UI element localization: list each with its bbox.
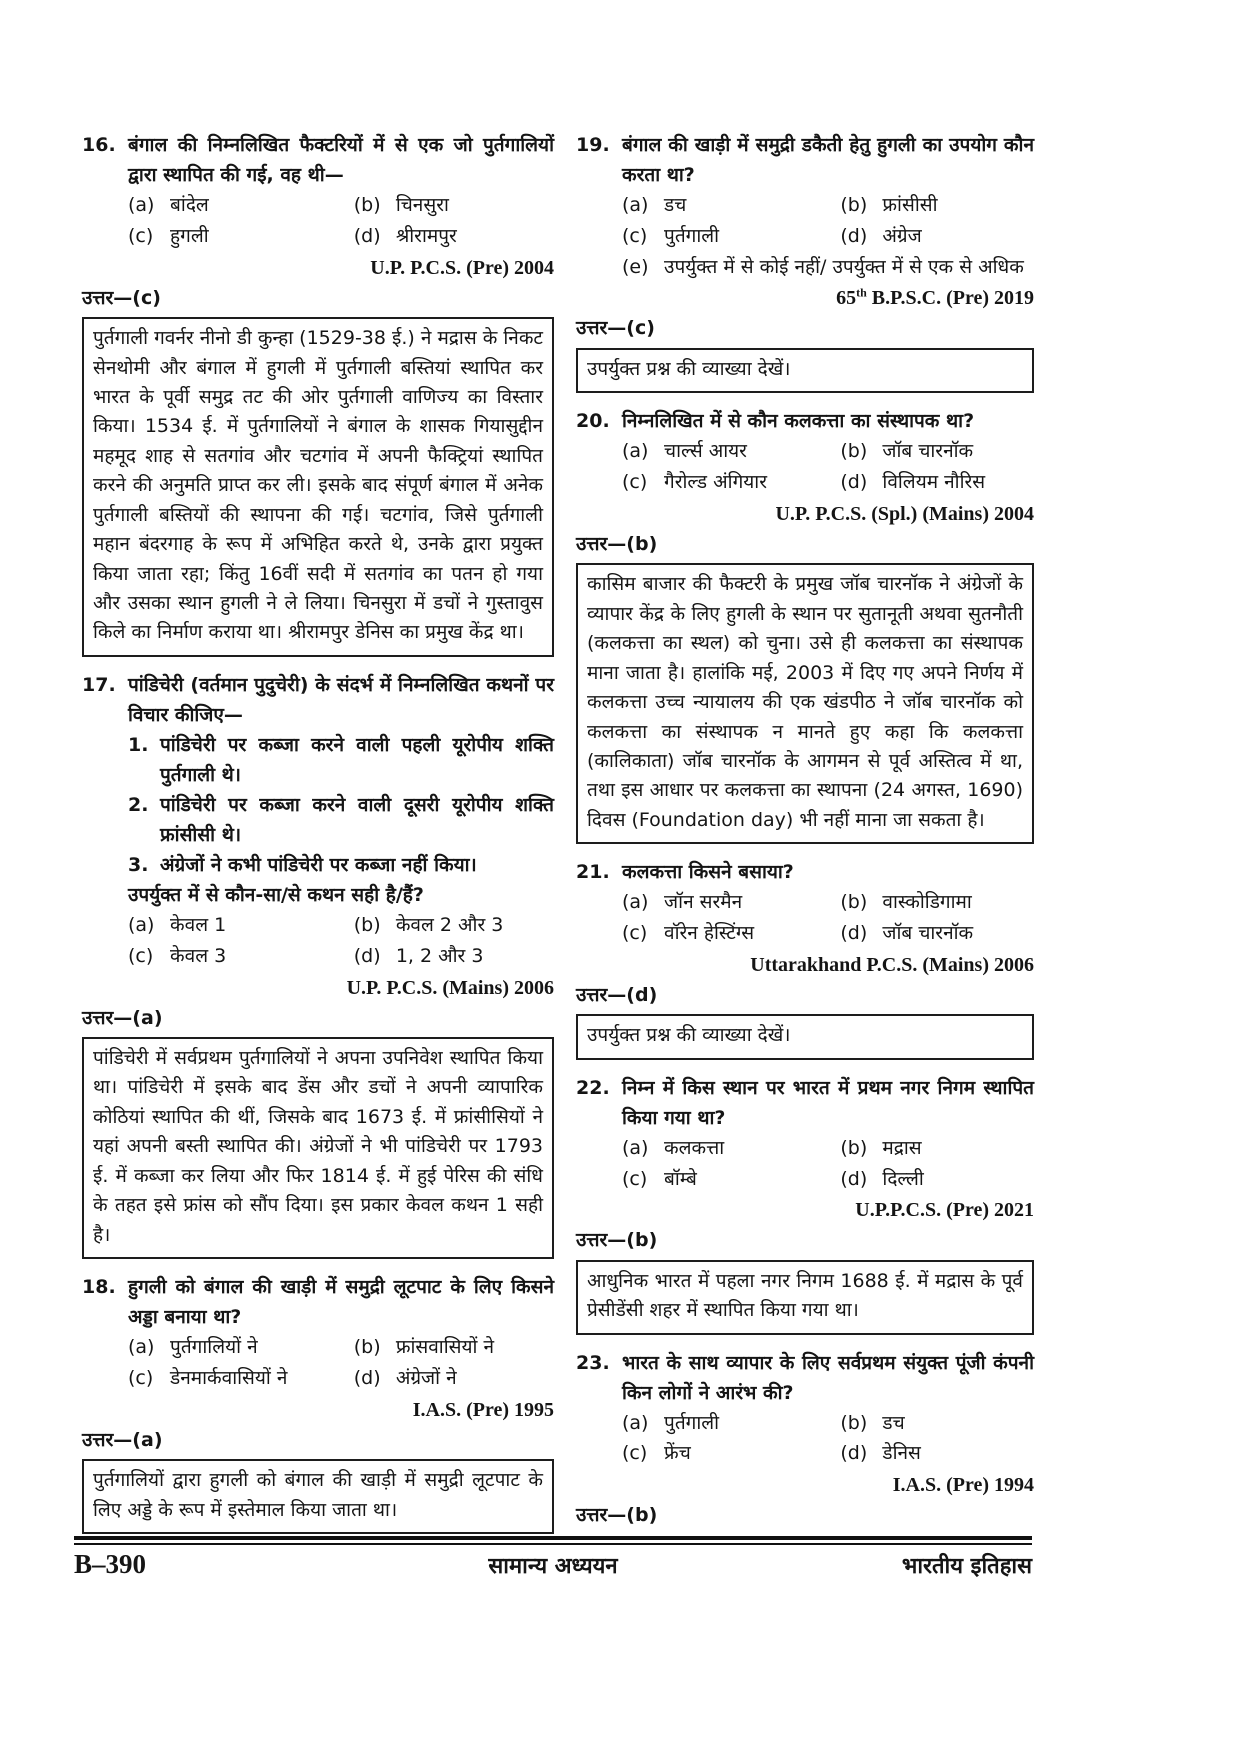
options-grid	[128, 190, 554, 252]
question-19	[576, 130, 1034, 399]
footer-section-title: भारतीय इतिहास	[901, 1554, 1032, 1579]
statement-list	[128, 730, 554, 880]
option-label: (d)	[353, 1366, 381, 1389]
option-d	[354, 221, 554, 252]
option-label: (c)	[128, 944, 154, 967]
option-text: जॉन सरमैन	[664, 891, 743, 914]
statement-text: पांडिचेरी पर कब्जा करने वाली दूसरी यूरोपीय शक्ति फ्रांसीसी थे।	[160, 793, 554, 846]
statement-text: अंग्रेजों ने कभी पांडिचेरी पर कब्जा नहीं किया।	[160, 853, 477, 876]
option-text: फ्रेंच	[664, 1442, 691, 1465]
option-text: केवल 1	[170, 914, 227, 936]
options-grid	[622, 1408, 1034, 1470]
answer-label: उत्तर—(c)	[82, 286, 161, 309]
option-text: श्रीरामपुर	[395, 224, 457, 247]
option-text: डेनमार्कवासियों ने	[170, 1366, 288, 1389]
option-text: फ्रांसीसी	[882, 194, 938, 217]
option-text: फ्रांसवासियों ने	[395, 1336, 495, 1359]
option-a	[128, 1332, 354, 1363]
option-text: डच	[882, 1411, 905, 1434]
option-text: वॉरेन हेस्टिंग्स	[664, 922, 755, 945]
statement	[128, 730, 554, 790]
option-label: (a)	[128, 1336, 155, 1359]
option-text: पुर्तगालियों ने	[170, 1336, 258, 1359]
option-label: (b)	[840, 1136, 868, 1159]
option-text: बॉम्बे	[664, 1167, 697, 1190]
question-number: 23.	[576, 1351, 610, 1374]
option-b	[840, 1133, 1034, 1164]
explanation-box: पांडिचेरी में सर्वप्रथम पुर्तगालियों ने अपना उपनिवेश स्थापित किया था। पांडिचेरी में इसके बाद डेंस और डचों ने अपनी व्यापारिक कोठियां स्थापित की थीं, जिसके बाद 1673 ई. में फ्रांसीसियों ने यहां अपनी बस्ती स्थापित की। अंग्रेजों ने भी पांडिचेरी पर 1793 ई. में कब्जा कर लिया और फिर 1814 ई. में हुई पेरिस की संधि के तहत इसे फ्रांस को सौंप दिया। इस प्रकार केवल कथन 1 सही है।	[82, 1037, 554, 1259]
option-label: (b)	[840, 1411, 868, 1434]
option-c	[128, 1363, 354, 1394]
option-label: (d)	[840, 922, 868, 945]
option-label: (a)	[622, 440, 649, 463]
question-number: 17.	[82, 673, 116, 696]
option-b	[840, 436, 1034, 467]
question-18	[82, 1272, 554, 1540]
option-text: बांदेल	[170, 194, 209, 217]
option-d	[840, 1438, 1034, 1469]
right-column	[576, 130, 1034, 1547]
option-text: चिनसुरा	[395, 194, 449, 217]
option-text: केवल 2 और 3	[395, 914, 504, 936]
explanation-box: आधुनिक भारत में पहला नगर निगम 1688 ई. में मद्रास के पूर्व प्रेसीडेंसी शहर में स्थापित किया गया था।	[576, 1260, 1034, 1335]
statement-text: पांडिचेरी पर कब्जा करने वाली पहली यूरोपीय शक्ति पुर्तगाली थे।	[160, 733, 554, 786]
exam-source: U.P. P.C.S. (Spl.) (Mains) 2004	[775, 502, 1034, 525]
option-a	[622, 190, 840, 221]
option-text: उपर्युक्त में से कोई नहीं/ उपर्युक्त में से एक से अधिक	[664, 255, 1024, 278]
option-text: जॉब चारनॉक	[882, 440, 974, 463]
option-b	[840, 887, 1034, 918]
question-number: 19.	[576, 134, 610, 156]
option-d	[840, 221, 1034, 252]
option-e	[622, 252, 1034, 283]
option-text: अंग्रेजों ने	[395, 1366, 457, 1389]
statement-number: 3.	[128, 853, 149, 876]
explanation-box: उपर्युक्त प्रश्न की व्याख्या देखें।	[576, 1014, 1034, 1059]
option-text: जॉब चारनॉक	[882, 922, 974, 945]
question-20	[576, 406, 1034, 850]
explanation-box: उपर्युक्त प्रश्न की व्याख्या देखें।	[576, 348, 1034, 393]
exam-source: 65th B.P.S.C. (Pre) 2019	[836, 285, 1034, 310]
option-label: (c)	[622, 471, 648, 494]
question-22	[576, 1073, 1034, 1341]
option-label: (a)	[128, 194, 155, 217]
option-c	[128, 941, 354, 972]
statement	[128, 790, 554, 850]
option-label: (d)	[353, 224, 381, 247]
statement-number: 1.	[128, 733, 149, 756]
option-text: वास्कोडिगामा	[882, 891, 972, 914]
question-text: निम्नलिखित में से कौन कलकत्ता का संस्थापक था?	[622, 410, 975, 433]
question-text: बंगाल की निम्नलिखित फैक्टरियों में से एक जो पुर्तगालियों द्वारा स्थापित की गई, वह थी—	[128, 134, 554, 187]
statement-number: 2.	[128, 793, 149, 816]
option-a	[128, 910, 354, 941]
statement	[128, 850, 554, 880]
exam-source: Uttarakhand P.C.S. (Mains) 2006	[750, 953, 1034, 976]
question-head	[576, 130, 1034, 190]
option-text: डेनिस	[882, 1442, 921, 1465]
question-23	[576, 1348, 1034, 1535]
option-c	[622, 1438, 840, 1469]
options-grid	[128, 1332, 554, 1394]
option-label: (d)	[840, 224, 868, 247]
question-number: 21.	[576, 861, 610, 884]
question-head	[576, 1073, 1034, 1133]
option-a	[622, 887, 840, 918]
explanation-box: पुर्तगालियों द्वारा हुगली को बंगाल की खाड़ी में समुद्री लूटपाट के लिए अड्डे के रूप में इस्तेमाल किया जाता था।	[82, 1459, 554, 1534]
answer-label: उत्तर—(b)	[576, 1504, 658, 1527]
exam-source: U.P. P.C.S. (Mains) 2006	[346, 976, 554, 999]
option-b	[840, 190, 1034, 221]
answer-label: उत्तर—(a)	[82, 1006, 163, 1029]
question-head	[82, 1272, 554, 1332]
ordinal-suffix: th	[856, 285, 867, 300]
option-label: (c)	[622, 1442, 648, 1465]
option-label: (d)	[353, 944, 381, 967]
option-text: चार्ल्स आयर	[664, 440, 747, 463]
option-text: केवल 3	[170, 944, 227, 967]
option-b	[354, 190, 554, 221]
option-label: (d)	[840, 1442, 868, 1465]
question-17	[82, 670, 554, 1265]
option-label: (b)	[353, 1336, 381, 1359]
question-number: 20.	[576, 410, 610, 433]
option-label: (b)	[840, 194, 868, 217]
question-head	[82, 130, 554, 190]
footer-double-rule	[74, 1536, 1032, 1545]
answer-label: उत्तर—(b)	[576, 1229, 658, 1252]
option-label: (c)	[128, 1366, 154, 1389]
explanation-box: कासिम बाजार की फैक्टरी के प्रमुख जॉब चारनॉक ने अंग्रेजों के व्यापार केंद्र के लिए हुगली के स्थान पर सुतानूती अथवा सुतनौती (कलकत्ता का स्थल) को चुना। उसे ही कलकत्ता का संस्थापक माना जाता है। हालांकि मई, 2003 में दिए गए अपने निर्णय में कलकत्ता उच्च न्यायालय की एक खंडपीठ ने जॉब चारनॉक को कलकत्ता का संस्थापक न मानते हुए कहा कि कलकत्ता (कालिकाता) जॉब चारनॉक के आगमन से पूर्व अस्तित्व में था, तथा इस आधार पर कलकत्ता का स्थापना (24 अगस्त, 1690) दिवस (Foundation day) भी नहीं माना जा सकता है।	[576, 563, 1034, 844]
options-grid	[128, 910, 554, 972]
question-head	[576, 857, 1034, 887]
question-number: 22.	[576, 1076, 610, 1099]
options-grid	[622, 190, 1034, 282]
option-label: (c)	[622, 224, 648, 247]
option-text: कलकत्ता	[664, 1136, 725, 1159]
question-text: भारत के साथ व्यापार के लिए सर्वप्रथम संयुक्त पूंजी कंपनी किन लोगों ने आरंभ की?	[622, 1351, 1034, 1404]
question-text: बंगाल की खाड़ी में समुद्री डकैती हेतु हुगली का उपयोग कौन करता था?	[622, 134, 1034, 187]
page-content	[82, 130, 1034, 1547]
answer-label: उत्तर—(d)	[576, 983, 658, 1006]
exam-source: U.P.P.C.S. (Pre) 2021	[855, 1199, 1034, 1222]
footer-page-number: B–390	[74, 1549, 147, 1579]
option-label: (a)	[622, 1136, 649, 1159]
answer-label: उत्तर—(c)	[576, 317, 655, 340]
question-text: कलकत्ता किसने बसाया?	[622, 861, 794, 884]
exam-source: U.P. P.C.S. (Pre) 2004	[370, 256, 554, 279]
left-column	[82, 130, 554, 1547]
option-text: विलियम नौरिस	[882, 471, 986, 494]
footer-subject-title: सामान्य अध्ययन	[488, 1554, 618, 1579]
question-number: 18.	[82, 1276, 116, 1299]
answer-label: उत्तर—(a)	[82, 1428, 163, 1451]
option-d	[840, 918, 1034, 949]
options-grid	[622, 887, 1034, 949]
option-d	[840, 467, 1034, 498]
option-label: (b)	[353, 194, 381, 217]
option-b	[354, 910, 554, 941]
exam-source: I.A.S. (Pre) 1994	[892, 1474, 1034, 1497]
option-a	[622, 436, 840, 467]
page-footer	[74, 1549, 1032, 1580]
option-text: पुर्तगाली	[664, 1411, 720, 1434]
option-label: (a)	[622, 891, 649, 914]
option-a	[622, 1408, 840, 1439]
option-label: (d)	[840, 1167, 868, 1190]
option-d	[354, 941, 554, 972]
option-c	[128, 221, 354, 252]
question-tail: उपर्युक्त में से कौन-सा/से कथन सही है/हैं?	[128, 883, 424, 906]
option-label: (c)	[128, 224, 154, 247]
option-text: गैरोल्ड अंगियार	[664, 471, 767, 494]
explanation-box: पुर्तगाली गवर्नर नीनो डी कुन्हा (1529-38 ई.) ने मद्रास के निकट सेनथोमी और बंगाल में हुगली में पुर्तगाली बस्तियां स्थापित कर भारत के पूर्वी समुद्र तट की ओर पुर्तगाली वाणिज्य का विस्तार किया। 1534 ई. में पुर्तगालियों ने बंगाल के शासक गियासुद्दीन महमूद शाह से सतगांव और चटगांव में अपनी फैक्ट्रियां स्थापित करने की अनुमति प्राप्त कर ली। इसके बाद संपूर्ण बंगाल में अनेक पुर्तगाली बस्तियों की स्थापना की गई। चटगांव, जिसे पुर्तगाली महान बंदरगाह के रूप में अभिहित करते थे, उनके द्वारा प्रयुक्त किया जाता रहा; किंतु 16वीं सदी में सतगांव का पतन हो गया और उसका स्थान हुगली ने ले लिया। चिनसुरा में डचों ने गुस्तावुस किले का निर्माण कराया था। श्रीरामपुर डेनिस का प्रमुख केंद्र था।	[82, 317, 554, 657]
question-text: निम्न में किस स्थान पर भारत में प्रथम नगर निगम स्थापित किया गया था?	[622, 1076, 1034, 1129]
option-text: डच	[664, 194, 687, 217]
option-label: (d)	[840, 471, 868, 494]
question-head	[576, 1348, 1034, 1408]
option-c	[622, 918, 840, 949]
option-label: (c)	[622, 1167, 648, 1190]
answer-label: उत्तर—(b)	[576, 532, 658, 555]
question-text: पांडिचेरी (वर्तमान पुदुचेरी) के संदर्भ में निम्नलिखित कथनों पर विचार कीजिए—	[128, 673, 554, 726]
option-c	[622, 1164, 840, 1195]
question-21	[576, 857, 1034, 1065]
option-label: (e)	[622, 255, 649, 278]
option-c	[622, 467, 840, 498]
option-label: (c)	[622, 922, 648, 945]
option-text: दिल्ली	[882, 1167, 924, 1190]
options-grid	[622, 436, 1034, 498]
option-text: अंग्रेज	[882, 224, 922, 247]
option-label: (b)	[353, 914, 381, 936]
option-text: मद्रास	[882, 1136, 922, 1159]
option-label: (a)	[622, 1411, 649, 1434]
question-text: हुगली को बंगाल की खाड़ी में समुद्री लूटपाट के लिए किसने अड्डा बनाया था?	[128, 1276, 554, 1329]
option-d	[840, 1164, 1034, 1195]
options-grid	[622, 1133, 1034, 1195]
option-c	[622, 221, 840, 252]
option-d	[354, 1363, 554, 1394]
exam-source: I.A.S. (Pre) 1995	[412, 1398, 554, 1421]
question-16	[82, 130, 554, 663]
option-b	[354, 1332, 554, 1363]
option-label: (a)	[622, 194, 649, 217]
option-text: 1, 2 और 3	[395, 944, 484, 967]
option-text: हुगली	[170, 224, 209, 247]
question-number: 16.	[82, 134, 116, 156]
option-label: (a)	[128, 914, 155, 936]
question-head	[82, 670, 554, 730]
option-a	[128, 190, 354, 221]
question-head	[576, 406, 1034, 436]
option-label: (b)	[840, 440, 868, 463]
option-text: पुर्तगाली	[664, 224, 720, 247]
option-b	[840, 1408, 1034, 1439]
option-a	[622, 1133, 840, 1164]
option-label: (b)	[840, 891, 868, 914]
